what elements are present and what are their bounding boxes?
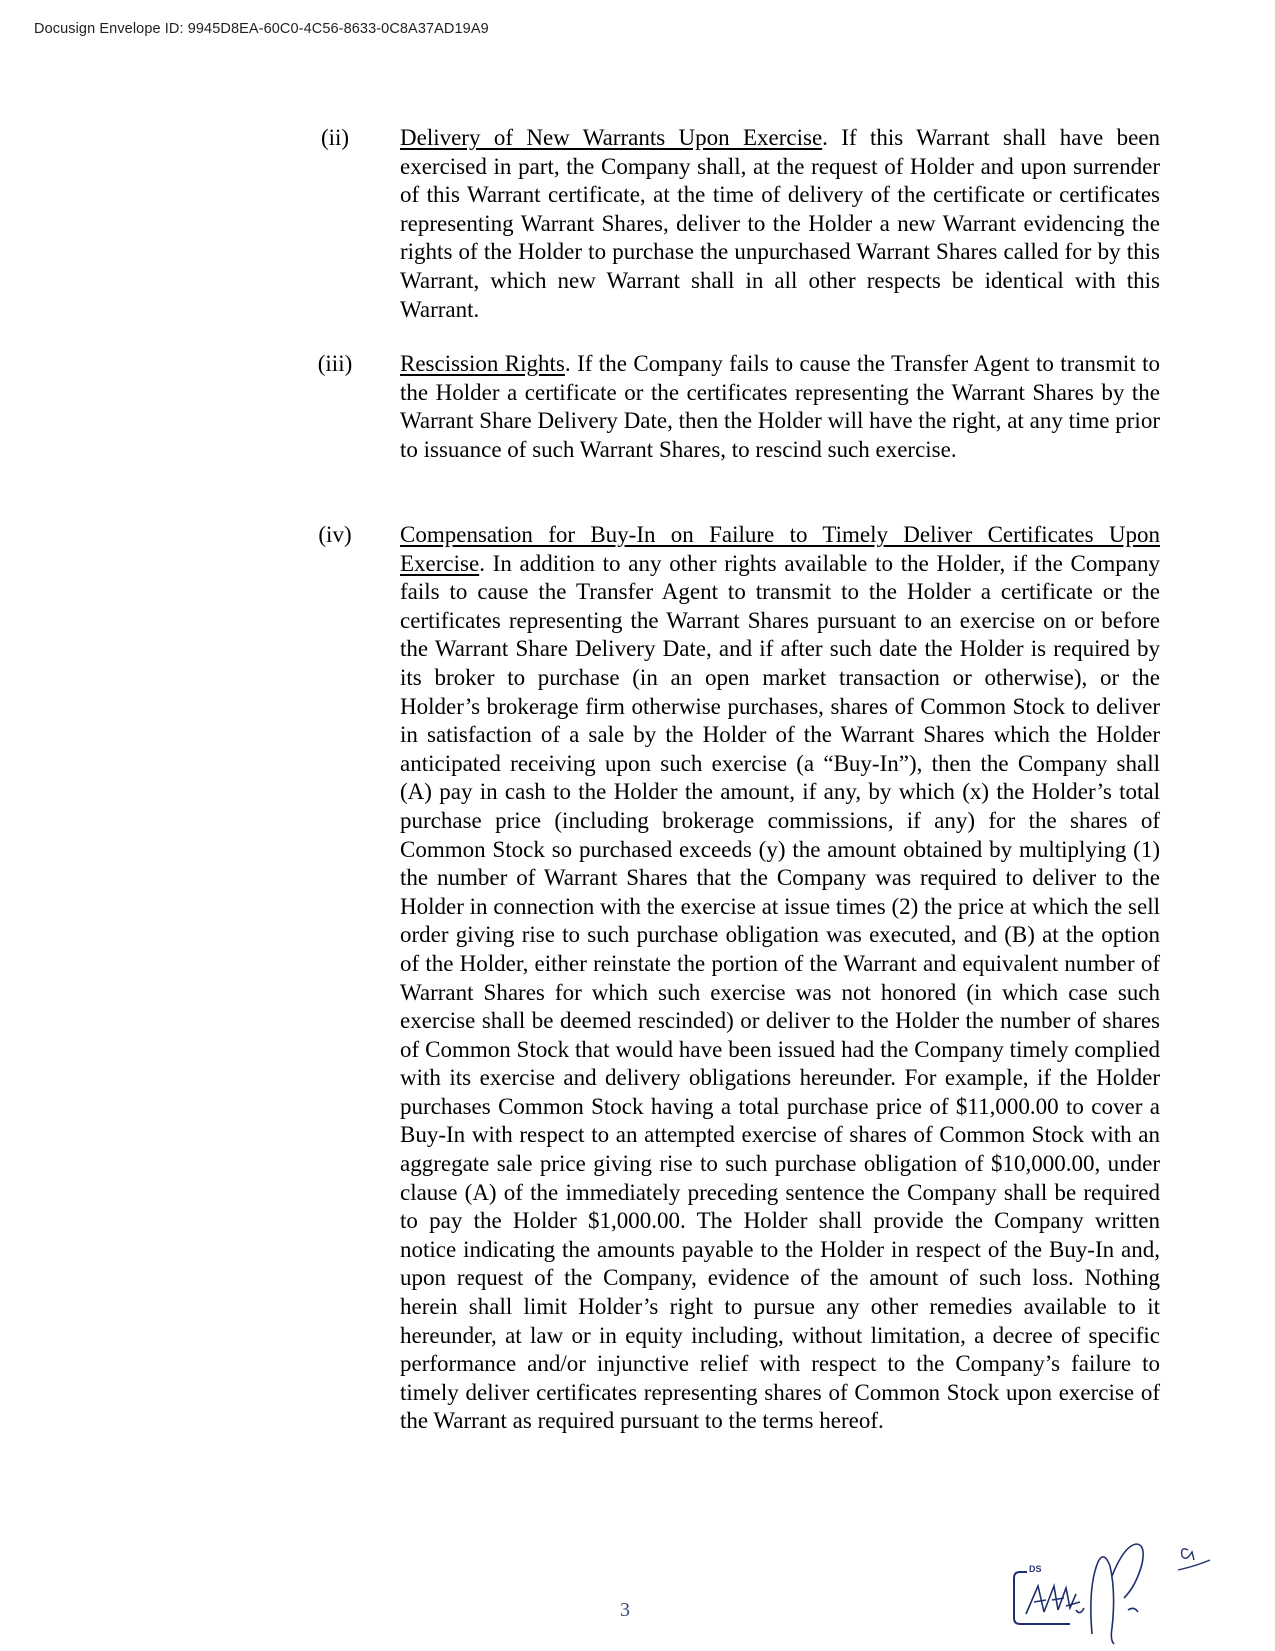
clause-heading: Compensation for Buy-In on Failure to Timely Deliver Certificates Upon Exercise: [400, 522, 1160, 576]
clause-number: (ii): [320, 125, 350, 150]
docusign-label: DS: [1029, 1564, 1042, 1574]
clause-iii: [300, 350, 1160, 464]
signature-initials: [1000, 1506, 1250, 1646]
clause-body: . In addition to any other rights available to the Holder, if the Company fails to cause the Transfer Agent to transmit to the Holder a certificate or the certificates representing the Warrant Shares pursuant to an exercise on or before the Warrant Share Delivery Date, and if after such date the Holder is required by its broker to purchase (in an open market transaction or otherwise), or the Holder’s brokerage firm otherwise purchases, shares of Common Stock to deliver in satisfaction of a sale by the Holder of the Warrant Shares which the Holder anticipated receiving upon such exercise (a “Buy-In”), then the Company shall (A) pay in cash to the Holder the amount, if any, by which (x) the Holder’s total purchase price (including brokerage commissions, if any) for the shares of Common Stock so purchased exceeds (y) the amount obtained by multiplying (1) the number of Warrant Shares that the Company was required to deliver to the Holder in connection with the exercise at issue times (2) the price at which the sell order giving rise to such purchase obligation was executed, and (B) at the option of the Holder, either reinstate the portion of the Warrant and equivalent number of Warrant Shares for which such exercise was not honored (in which case such exercise shall be deemed rescinded) or deliver to the Holder the number of shares of Common Stock that would have been issued had the Company timely complied with its exercise and delivery obligations hereunder. For example, if the Holder purchases Common Stock having a total purchase price of $11,000.00 to cover a Buy-In with respect to an attempted exercise of shares of Common Stock with an aggregate sale price giving rise to such purchase obligation of $10,000.00, under clause (A) of the immediately preceding sentence the Company shall be required to pay the Holder $1,000.00. The Holder shall provide the Company written notice indicating the amounts payable to the Holder in respect of the Buy-In and, upon request of the Company, evidence of the amount of such loss. Nothing herein shall limit Holder’s right to pursue any other remedies available to it hereunder, at law or in equity including, without limitation, a decree of specific performance and/or injunctive relief with respect to the Company’s failure to timely deliver certificates representing shares of Common Stock upon exercise of the Warrant as required pursuant to the terms hereof.: [400, 550, 1160, 1434]
clause-text: [400, 521, 1160, 1436]
clause-number: (iii): [317, 351, 353, 376]
clause-ii: [300, 124, 1160, 324]
clause-heading: Rescission Rights: [400, 351, 565, 376]
clause-number: (iv): [318, 522, 352, 547]
page-number: 3: [620, 1599, 630, 1621]
clause-body: . If the Company fails to cause the Transfer Agent to transmit to the Holder a certificate or the certificates representing the Warrant Shares by the Warrant Share Delivery Date, then the Holder will have the right, at any time prior to issuance of such Warrant Shares, to rescind such exercise.: [400, 351, 1160, 462]
handwritten-signature: [1091, 1544, 1143, 1644]
clause-iv: [300, 521, 1160, 1436]
clause-body: . If this Warrant shall have been exercised in part, the Company shall, at the request of Holder and upon surrender of this Warrant certificate, at the time of delivery of the certificate or certificates representing Warrant Shares, deliver to the Holder a new Warrant evidencing the rights of the Holder to purchase the unpurchased Warrant Shares called for by this Warrant, which new Warrant shall in all other respects be identical with this Warrant.: [400, 125, 1160, 322]
clause-text: [400, 350, 1160, 464]
envelope-id: Docusign Envelope ID: 9945D8EA-60C0-4C56-8633-0C8A37AD19A9: [34, 21, 489, 37]
signature-flourish: [1178, 1549, 1210, 1570]
clause-heading: Delivery of New Warrants Upon Exercise: [400, 125, 823, 150]
clause-text: [400, 124, 1160, 324]
ds-initials-scribble: [1026, 1586, 1084, 1614]
initials-area: [1000, 1506, 1250, 1646]
